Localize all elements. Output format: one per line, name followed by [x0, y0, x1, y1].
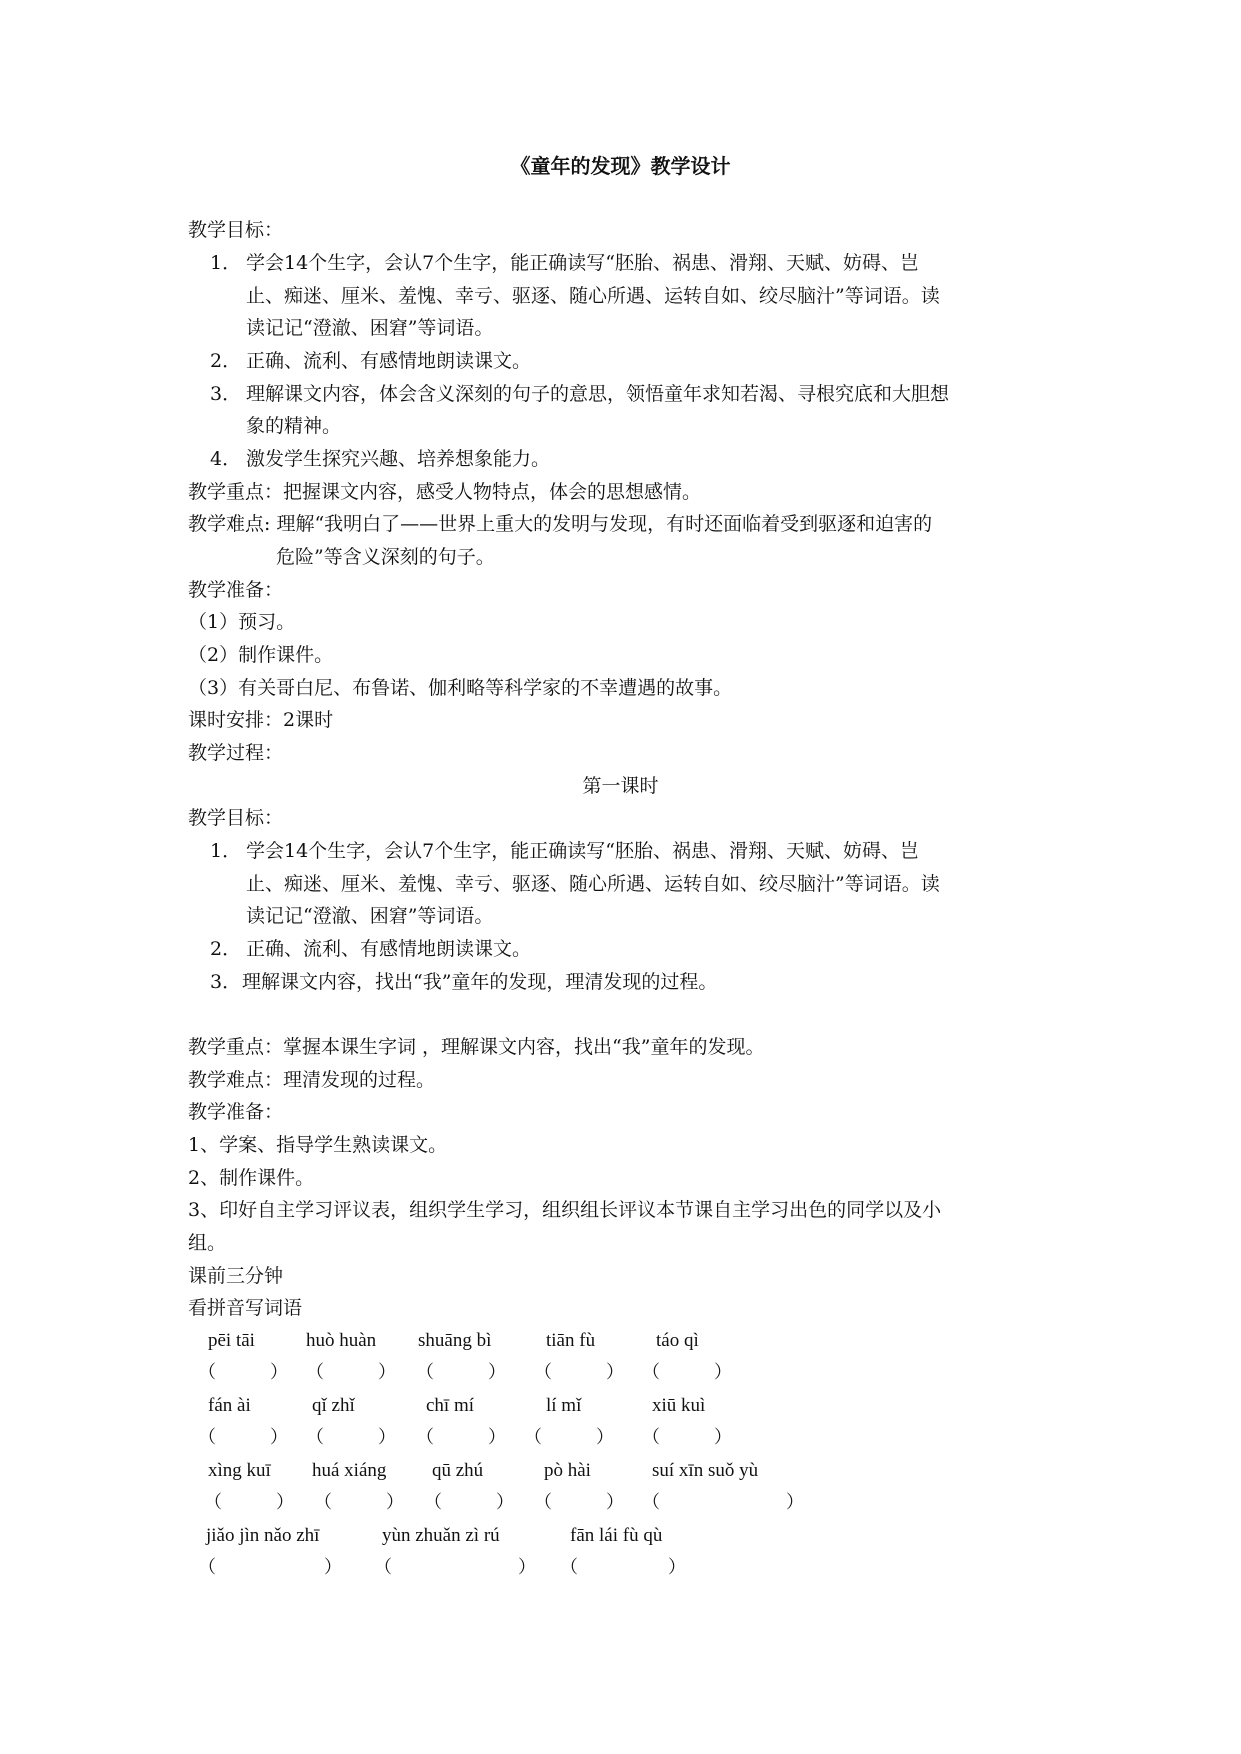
- pinyin-word: huá xiáng: [312, 1460, 387, 1481]
- goal-text: 止、痴迷、厘米、羞愧、幸亏、驱逐、随心所遇、运转自如、绞尽脑汁”等词语。读: [246, 285, 940, 307]
- answer-blank: （ ）: [642, 1492, 804, 1513]
- answer-blank: （ ）: [306, 1427, 396, 1448]
- answer-blank: （ ）: [534, 1492, 624, 1513]
- pinyin-word: fān lái fù qù: [570, 1525, 663, 1546]
- goal-number: 4．: [210, 448, 242, 470]
- answer-blank: （ ）: [374, 1557, 536, 1578]
- lesson-difficulty: 教学难点：理清发现的过程。: [188, 1069, 436, 1091]
- pinyin-word: lí mǐ: [546, 1395, 582, 1416]
- answer-blank: （ ）: [416, 1427, 506, 1448]
- goal-text: 激发学生探究兴趣、培养想象能力。: [246, 448, 551, 470]
- pinyin-word: shuāng bì: [418, 1330, 492, 1351]
- goal-text: 止、痴迷、厘米、羞愧、幸亏、驱逐、随心所遇、运转自如、绞尽脑汁”等词语。读: [246, 873, 940, 895]
- goal-text: 理解课文内容，找出“我”童年的发现，理清发现的过程。: [242, 971, 718, 993]
- goal-number: 3．: [210, 971, 242, 993]
- lesson-heading: 第一课时: [582, 775, 659, 797]
- answer-blank: （ ）: [198, 1427, 288, 1448]
- pinyin-word: pēi tāi: [208, 1330, 255, 1351]
- difficulty: 教学难点: 理解“我明白了——世界上重大的发明与发现，有时还面临着受到驱逐和迫害的: [188, 513, 933, 535]
- pinyin-word: jiǎo jìn nǎo zhī: [206, 1525, 320, 1546]
- pinyin-word: chī mí: [426, 1395, 475, 1416]
- answer-blank: （ ）: [524, 1427, 614, 1448]
- lesson-prep-item: 组。: [188, 1232, 227, 1254]
- goal-number: 1．: [210, 840, 242, 862]
- pinyin-word: fán ài: [208, 1395, 251, 1416]
- lesson-prep-heading: 教学准备：: [188, 1101, 284, 1123]
- goal-text: 读记记“澄澈、困窘”等词语。: [246, 317, 494, 339]
- pinyin-word: pò hài: [544, 1460, 591, 1481]
- prep-item: （2）制作课件。: [188, 644, 334, 666]
- goals-heading: 教学目标：: [188, 219, 284, 241]
- goal-text: 正确、流利、有感情地朗读课文。: [246, 350, 532, 372]
- lesson-prep-item: 2、制作课件。: [188, 1167, 315, 1189]
- goal-number: 2．: [210, 938, 242, 960]
- pinyin-word: qū zhú: [432, 1460, 484, 1481]
- pinyin-word: tiān fù: [546, 1330, 596, 1351]
- pinyin-word: xìng kuī: [208, 1460, 271, 1481]
- answer-blank: （ ）: [314, 1492, 404, 1513]
- prep-item: （1）预习。: [188, 611, 296, 633]
- document-title: 《童年的发现》教学设计: [510, 154, 731, 178]
- lesson-prep-item: 1、学案、指导学生熟读课文。: [188, 1134, 448, 1156]
- prep-item: （3）有关哥白尼、布鲁诺、伽利略等科学家的不幸遭遇的故事。: [188, 677, 733, 699]
- answer-blank: （ ）: [416, 1362, 506, 1383]
- answer-blank: （ ）: [534, 1362, 624, 1383]
- lesson-key-point: 教学重点：掌握本课生字词 ，理解课文内容，找出“我”童年的发现。: [188, 1036, 765, 1058]
- answer-blank: （ ）: [204, 1492, 294, 1513]
- goal-text: 象的精神。: [246, 415, 342, 437]
- warmup-heading: 课前三分钟: [188, 1265, 284, 1287]
- pinyin-word: huò huàn: [306, 1330, 377, 1351]
- prep-heading: 教学准备：: [188, 579, 284, 601]
- pinyin-word: táo qì: [656, 1330, 699, 1351]
- exercise-title: 看拼音写词语: [188, 1297, 303, 1319]
- pinyin-word: xiū kuì: [652, 1395, 706, 1416]
- goal-number: 1．: [210, 252, 242, 274]
- process-heading: 教学过程：: [188, 742, 284, 764]
- answer-blank: （ ）: [306, 1362, 396, 1383]
- answer-blank: （ ）: [560, 1557, 686, 1578]
- pinyin-word: yùn zhuǎn zì rú: [382, 1525, 500, 1546]
- pinyin-word: suí xīn suǒ yù: [652, 1460, 759, 1481]
- answer-blank: （ ）: [198, 1557, 342, 1578]
- answer-blank: （ ）: [642, 1362, 732, 1383]
- key-point: 教学重点：把握课文内容，感受人物特点，体会的思想感情。: [188, 481, 702, 503]
- goal-number: 2．: [210, 350, 242, 372]
- answer-blank: （ ）: [198, 1362, 288, 1383]
- difficulty-continued: 危险”等含义深刻的句子。: [276, 546, 495, 568]
- lesson-prep-item: 3、印好自主学习评议表，组织学生学习，组织组长评议本节课自主学习出色的同学以及小: [188, 1199, 942, 1221]
- goal-text: 读记记“澄澈、困窘”等词语。: [246, 905, 494, 927]
- goal-text: 学会14个生字，会认7个生字，能正确读写“胚胎、祸患、滑翔、天赋、妨碍、岂: [246, 840, 919, 862]
- answer-blank: （ ）: [424, 1492, 514, 1513]
- goal-text: 理解课文内容，体会含义深刻的句子的意思，领悟童年求知若渴、寻根究底和大胆想: [246, 383, 950, 405]
- lesson-goals-heading: 教学目标：: [188, 807, 284, 829]
- goal-text: 学会14个生字，会认7个生字，能正确读写“胚胎、祸患、滑翔、天赋、妨碍、岂: [246, 252, 919, 274]
- goal-number: 3．: [210, 383, 242, 405]
- goal-text: 正确、流利、有感情地朗读课文。: [246, 938, 532, 960]
- answer-blank: （ ）: [642, 1427, 732, 1448]
- pinyin-word: qǐ zhǐ: [312, 1395, 355, 1416]
- schedule: 课时安排：2课时: [188, 709, 334, 731]
